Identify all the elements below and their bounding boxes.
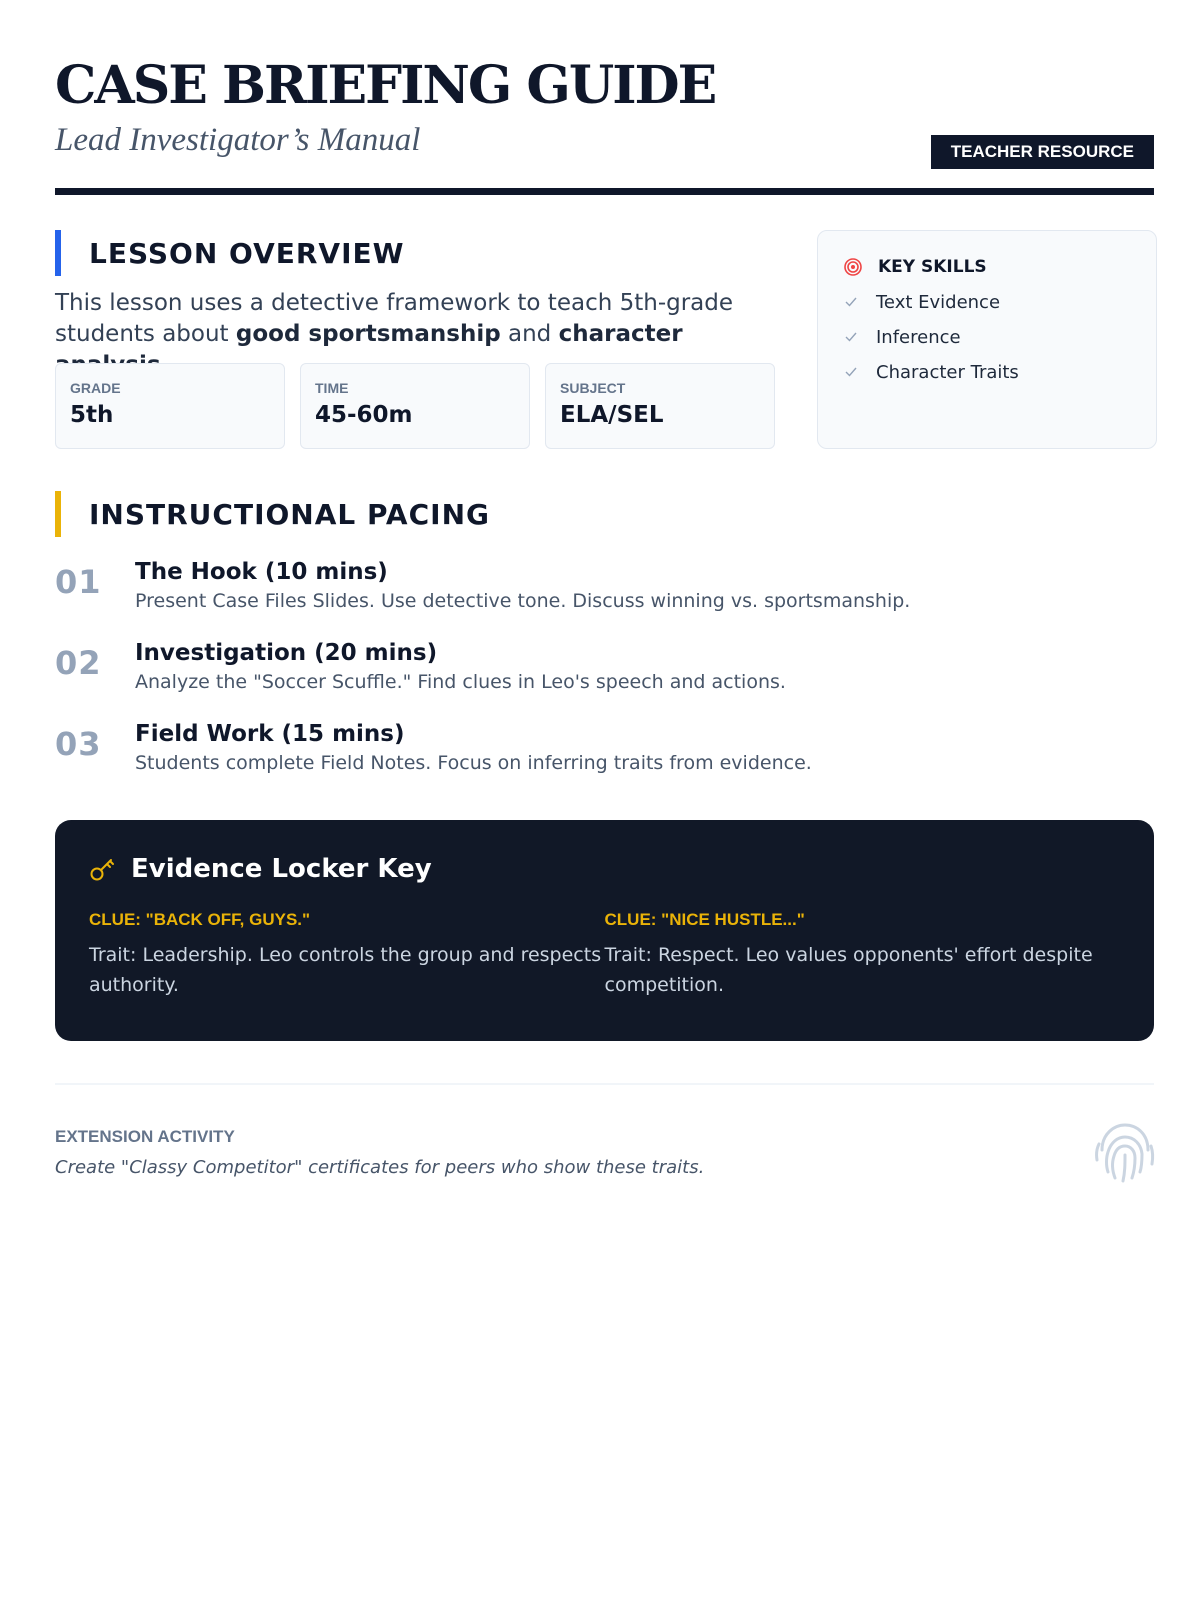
overview-text-part: and xyxy=(500,321,559,347)
skill-label: Text Evidence xyxy=(876,291,1001,313)
step-title: Investigation (20 mins) xyxy=(135,640,438,666)
meta-value: 45-60m xyxy=(315,402,413,428)
page-title: CASE BRIEFING GUIDE xyxy=(55,55,716,116)
meta-label: SUBJECT xyxy=(560,380,626,396)
extension-activity-text: Create "Classy Competitor" certificates for peers who show these traits. xyxy=(55,1157,705,1178)
evidence-locker-heading xyxy=(89,854,1120,884)
step-title: Field Work (15 mins) xyxy=(135,721,405,747)
skill-label: Character Traits xyxy=(876,361,1019,383)
meta-card-grade xyxy=(55,363,285,449)
overview-text-part: This lesson uses a detective framework to teach 5th-grade students about xyxy=(55,290,734,347)
footer-divider xyxy=(55,1083,1154,1085)
clue-item xyxy=(89,910,605,1000)
meta-value: 5th xyxy=(70,402,114,428)
step-description: Analyze the "Soccer Scuffle." Find clues in Leo's speech and actions. xyxy=(135,671,786,693)
lesson-overview-label: LESSON OVERVIEW xyxy=(89,236,405,270)
key-skills-panel xyxy=(817,230,1157,449)
meta-card-subject xyxy=(545,363,775,449)
evidence-locker-label: Evidence Locker Key xyxy=(131,854,432,884)
skill-label: Inference xyxy=(876,326,961,348)
check-icon xyxy=(844,365,858,379)
page-subtitle: Lead Investigator’s Manual xyxy=(55,122,421,158)
extension-activity-label: EXTENSION ACTIVITY xyxy=(55,1127,235,1146)
meta-label: TIME xyxy=(315,380,349,396)
step-description: Present Case Files Slides. Use detective tone. Discuss winning vs. sportsmanship. xyxy=(135,590,911,612)
lesson-overview-heading xyxy=(55,230,405,276)
meta-value: ELA/SEL xyxy=(560,402,664,428)
check-icon xyxy=(844,330,858,344)
skill-item xyxy=(844,327,1130,347)
clue-item xyxy=(605,910,1121,1000)
key-skills-label: KEY SKILLS xyxy=(878,257,987,277)
pacing-step xyxy=(55,557,1154,638)
pacing-step xyxy=(55,719,1154,800)
skill-item xyxy=(844,292,1130,312)
clue-title: CLUE: "NICE HUSTLE..." xyxy=(604,910,805,929)
pacing-steps xyxy=(55,557,1154,800)
clue-title: CLUE: "BACK OFF, GUYS." xyxy=(89,910,311,929)
meta-card-time xyxy=(300,363,530,449)
header-divider xyxy=(55,188,1154,195)
key-icon xyxy=(89,856,117,882)
meta-label: GRADE xyxy=(70,380,121,396)
target-icon xyxy=(844,258,862,276)
step-number: 01 xyxy=(55,563,102,601)
overview-bold-character-analysis: character xyxy=(558,321,683,347)
skill-item xyxy=(844,362,1130,382)
instructional-pacing-label: INSTRUCTIONAL PACING xyxy=(89,497,490,531)
clue-list xyxy=(89,910,1120,1000)
step-number: 02 xyxy=(55,644,102,682)
overview-bold-sportsmanship: good sportsmanship xyxy=(235,321,501,347)
pacing-step xyxy=(55,638,1154,719)
check-icon xyxy=(844,295,858,309)
document-header xyxy=(55,56,1154,196)
step-description: Students complete Field Notes. Focus on inferring traits from evidence. xyxy=(135,752,812,774)
lesson-meta-row xyxy=(55,363,775,449)
step-title: The Hook (10 mins) xyxy=(135,559,388,585)
teacher-resource-badge: TEACHER RESOURCE xyxy=(931,135,1154,169)
evidence-locker-panel xyxy=(55,820,1154,1041)
clue-description: Trait: Respect. Leo values opponents' effort despite competition. xyxy=(604,944,1093,996)
clue-description: Trait: Leadership. Leo controls the group and respects authority. xyxy=(89,944,602,996)
fingerprint-icon xyxy=(1092,1120,1158,1186)
key-skills-heading xyxy=(844,257,1130,277)
pacing-accent-bar xyxy=(55,491,61,537)
instructional-pacing-heading xyxy=(55,491,490,537)
step-number: 03 xyxy=(55,725,102,763)
overview-accent-bar xyxy=(55,230,61,276)
